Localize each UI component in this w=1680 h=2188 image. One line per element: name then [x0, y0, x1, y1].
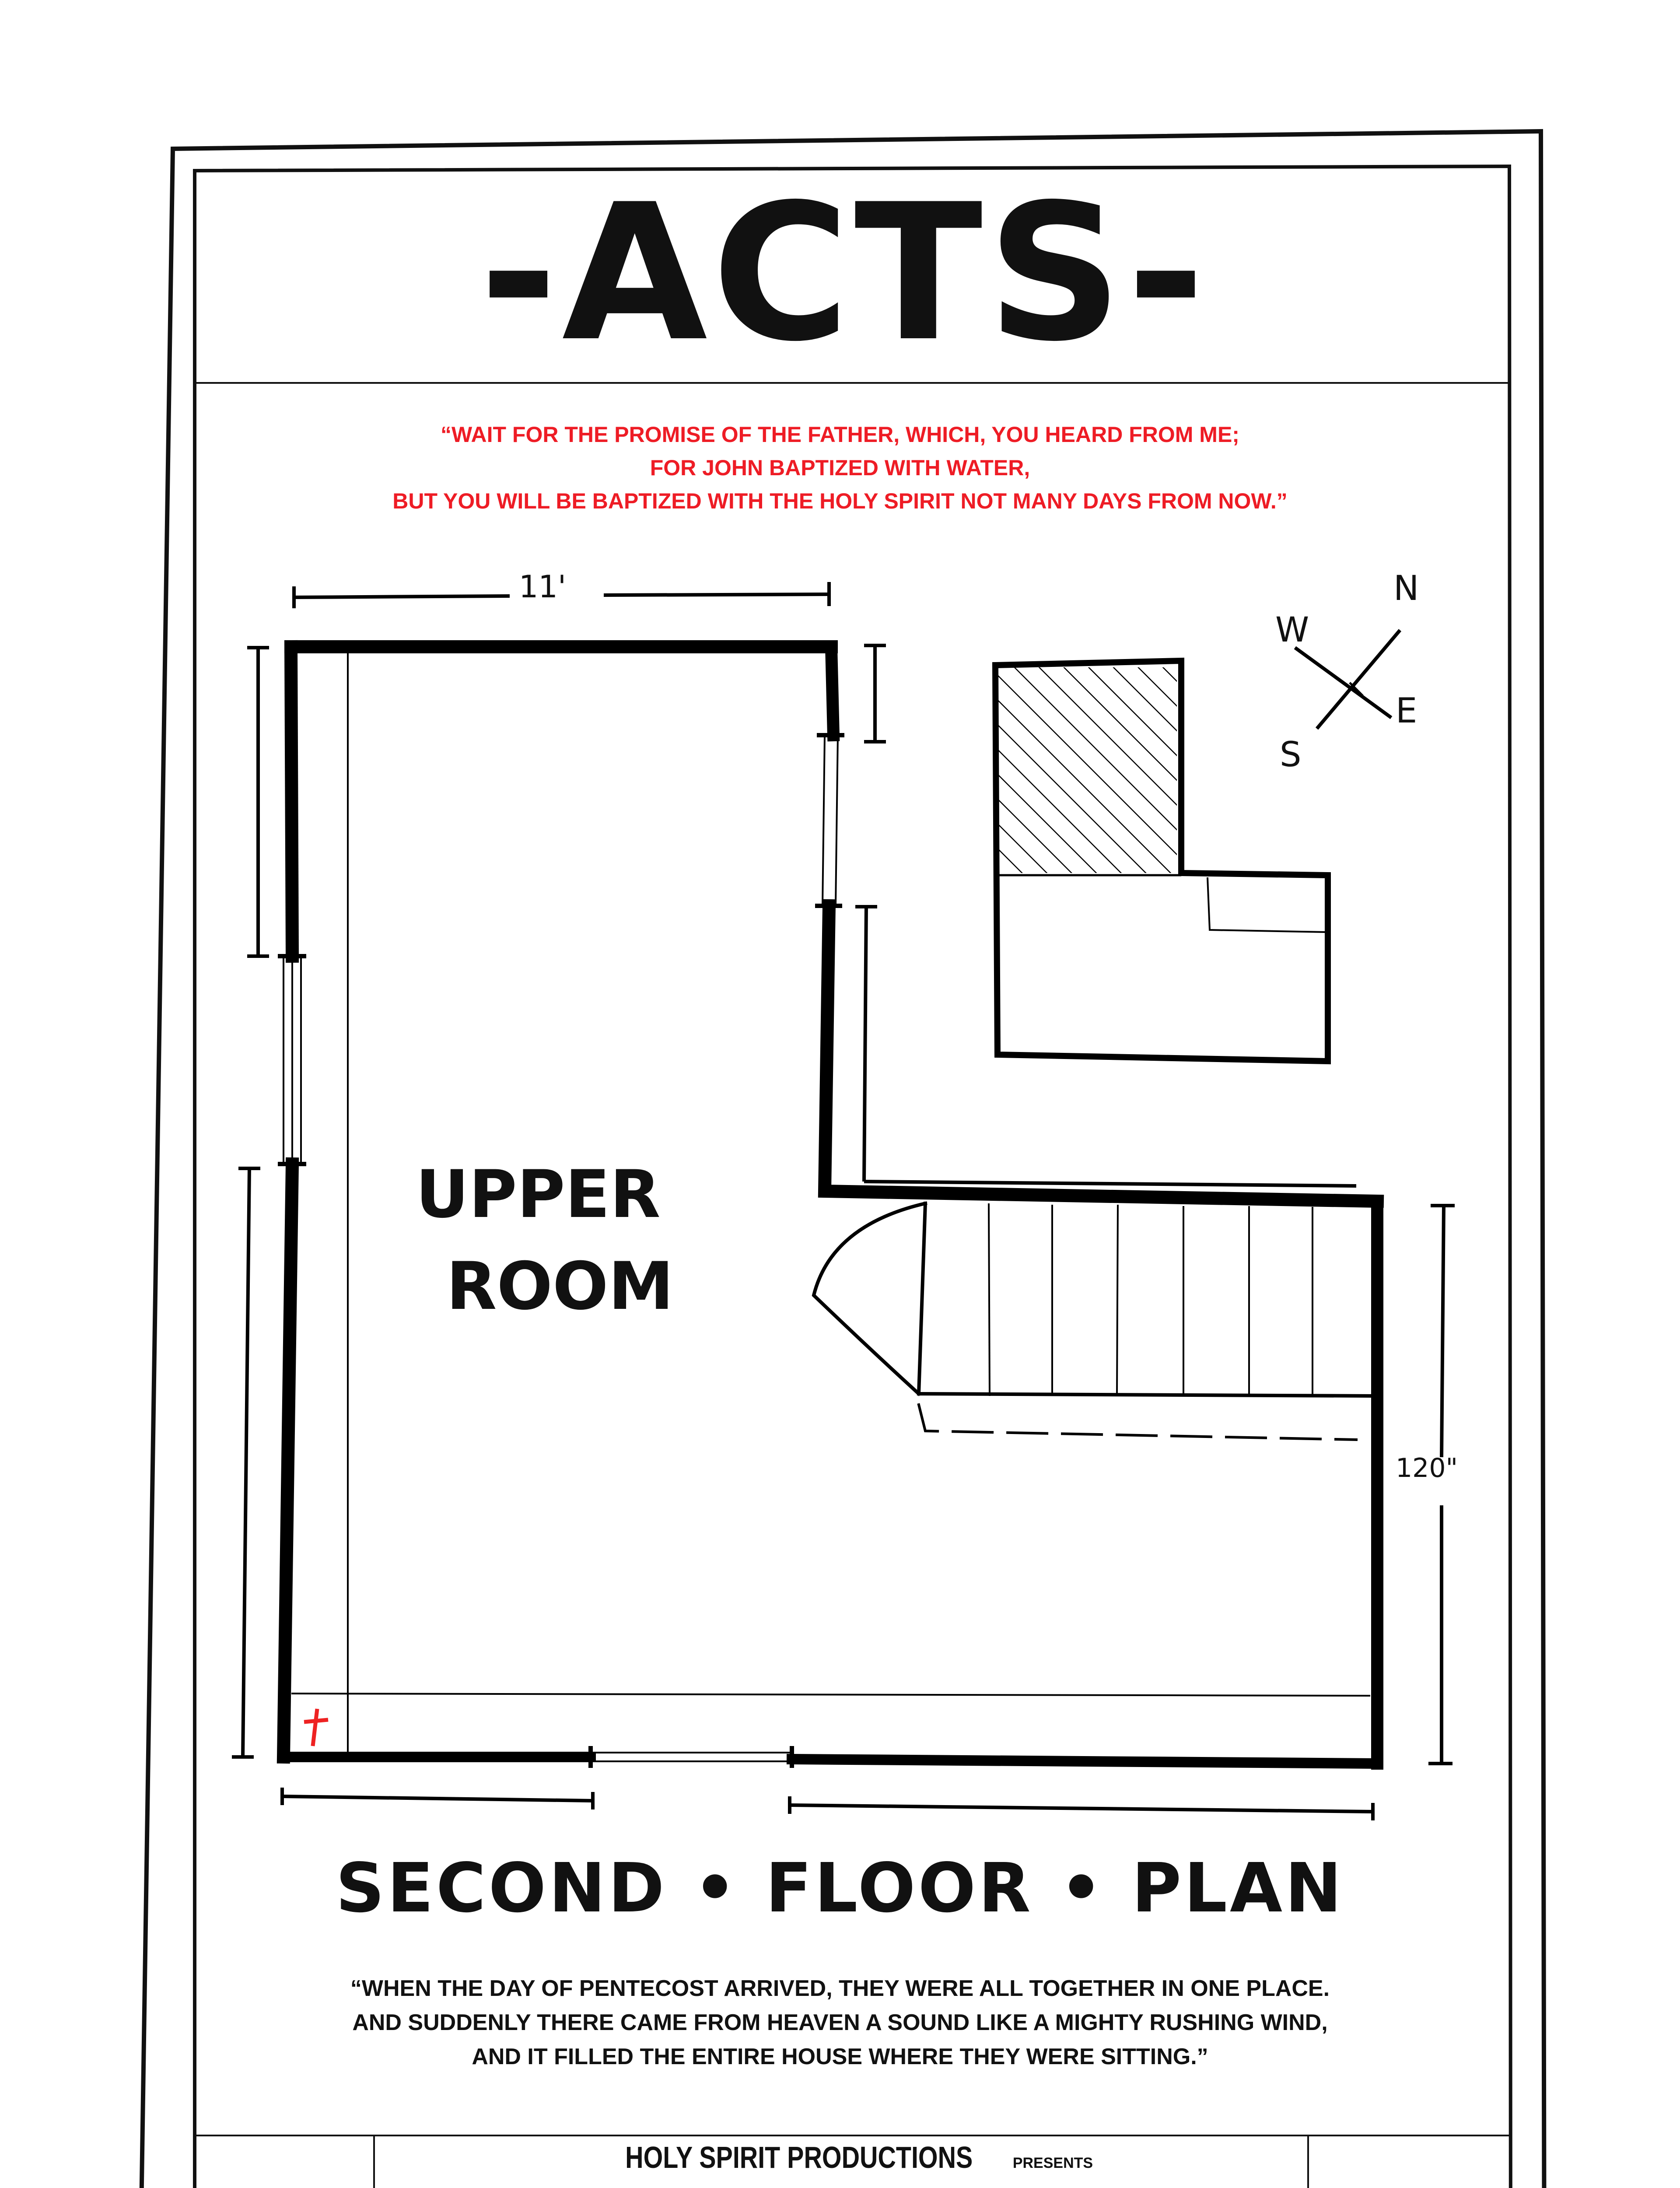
staircase [814, 1203, 1374, 1396]
cross-icon [304, 1709, 328, 1746]
poster-title: -ACTS- [479, 164, 1210, 383]
dimension-right-label: 120" [1396, 1453, 1458, 1483]
quote-bottom-line-3: AND IT FILLED THE ENTIRE HOUSE WHERE THEY WERE SITTING.” [472, 2044, 1208, 2069]
quote-top-line-2: FOR JOHN BAPTIZED WITH WATER, [650, 456, 1030, 480]
room-label [416, 1149, 696, 1332]
studio-name: HOLY SPIRIT PRODUCTIONS [625, 2140, 973, 2174]
dimension-top-label: 11' [518, 569, 567, 605]
wall-left-lower [284, 1164, 292, 1757]
plan-subtitle: SECOND • FLOOR • PLAN [336, 1848, 1344, 1928]
room-label-line-2: ROOM [446, 1248, 674, 1325]
quote-top-line-3: BUT YOU WILL BE BAPTIZED WITH THE HOLY SPIRIT NOT MANY DAYS FROM NOW.” [392, 489, 1288, 513]
hatched-building [998, 667, 1177, 873]
wall-bottom-right [792, 1759, 1377, 1764]
wall-right-mid [825, 906, 1377, 1201]
compass-e: E [1396, 691, 1418, 731]
wall-left-upper [291, 647, 292, 956]
window-bottom [591, 1748, 792, 1766]
quote-bottom-line-2: AND SUDDENLY THERE CAME FROM HEAVEN A SOUND LIKE A MIGHTY RUSHING WIND, [352, 2010, 1328, 2035]
window-right [817, 735, 842, 906]
quote-top [219, 418, 1461, 518]
quote-bottom-line-1: “WHEN THE DAY OF PENTECOST ARRIVED, THEY WERE ALL TOGETHER IN ONE PLACE. [350, 1976, 1330, 2001]
compass-w: W [1275, 610, 1309, 650]
compass-n: N [1393, 569, 1419, 608]
quote-top-line-1: “WAIT FOR THE PROMISE OF THE FATHER, WHICH, YOU HEARD FROM ME; [441, 422, 1239, 447]
window-left [280, 956, 304, 1164]
credits-row-1 [376, 2135, 1304, 2188]
presents-label: PRESENTS [1012, 2155, 1093, 2171]
billing-block [376, 2135, 1304, 2188]
room-label-line-1: UPPER [416, 1157, 661, 1233]
compass-icon [1295, 630, 1400, 729]
quote-bottom [219, 1971, 1461, 2074]
wall-right-upper [831, 647, 833, 735]
compass-s: S [1280, 735, 1302, 775]
site-map-inset [995, 661, 1328, 1061]
stair-dashed-line [919, 1405, 1356, 1440]
